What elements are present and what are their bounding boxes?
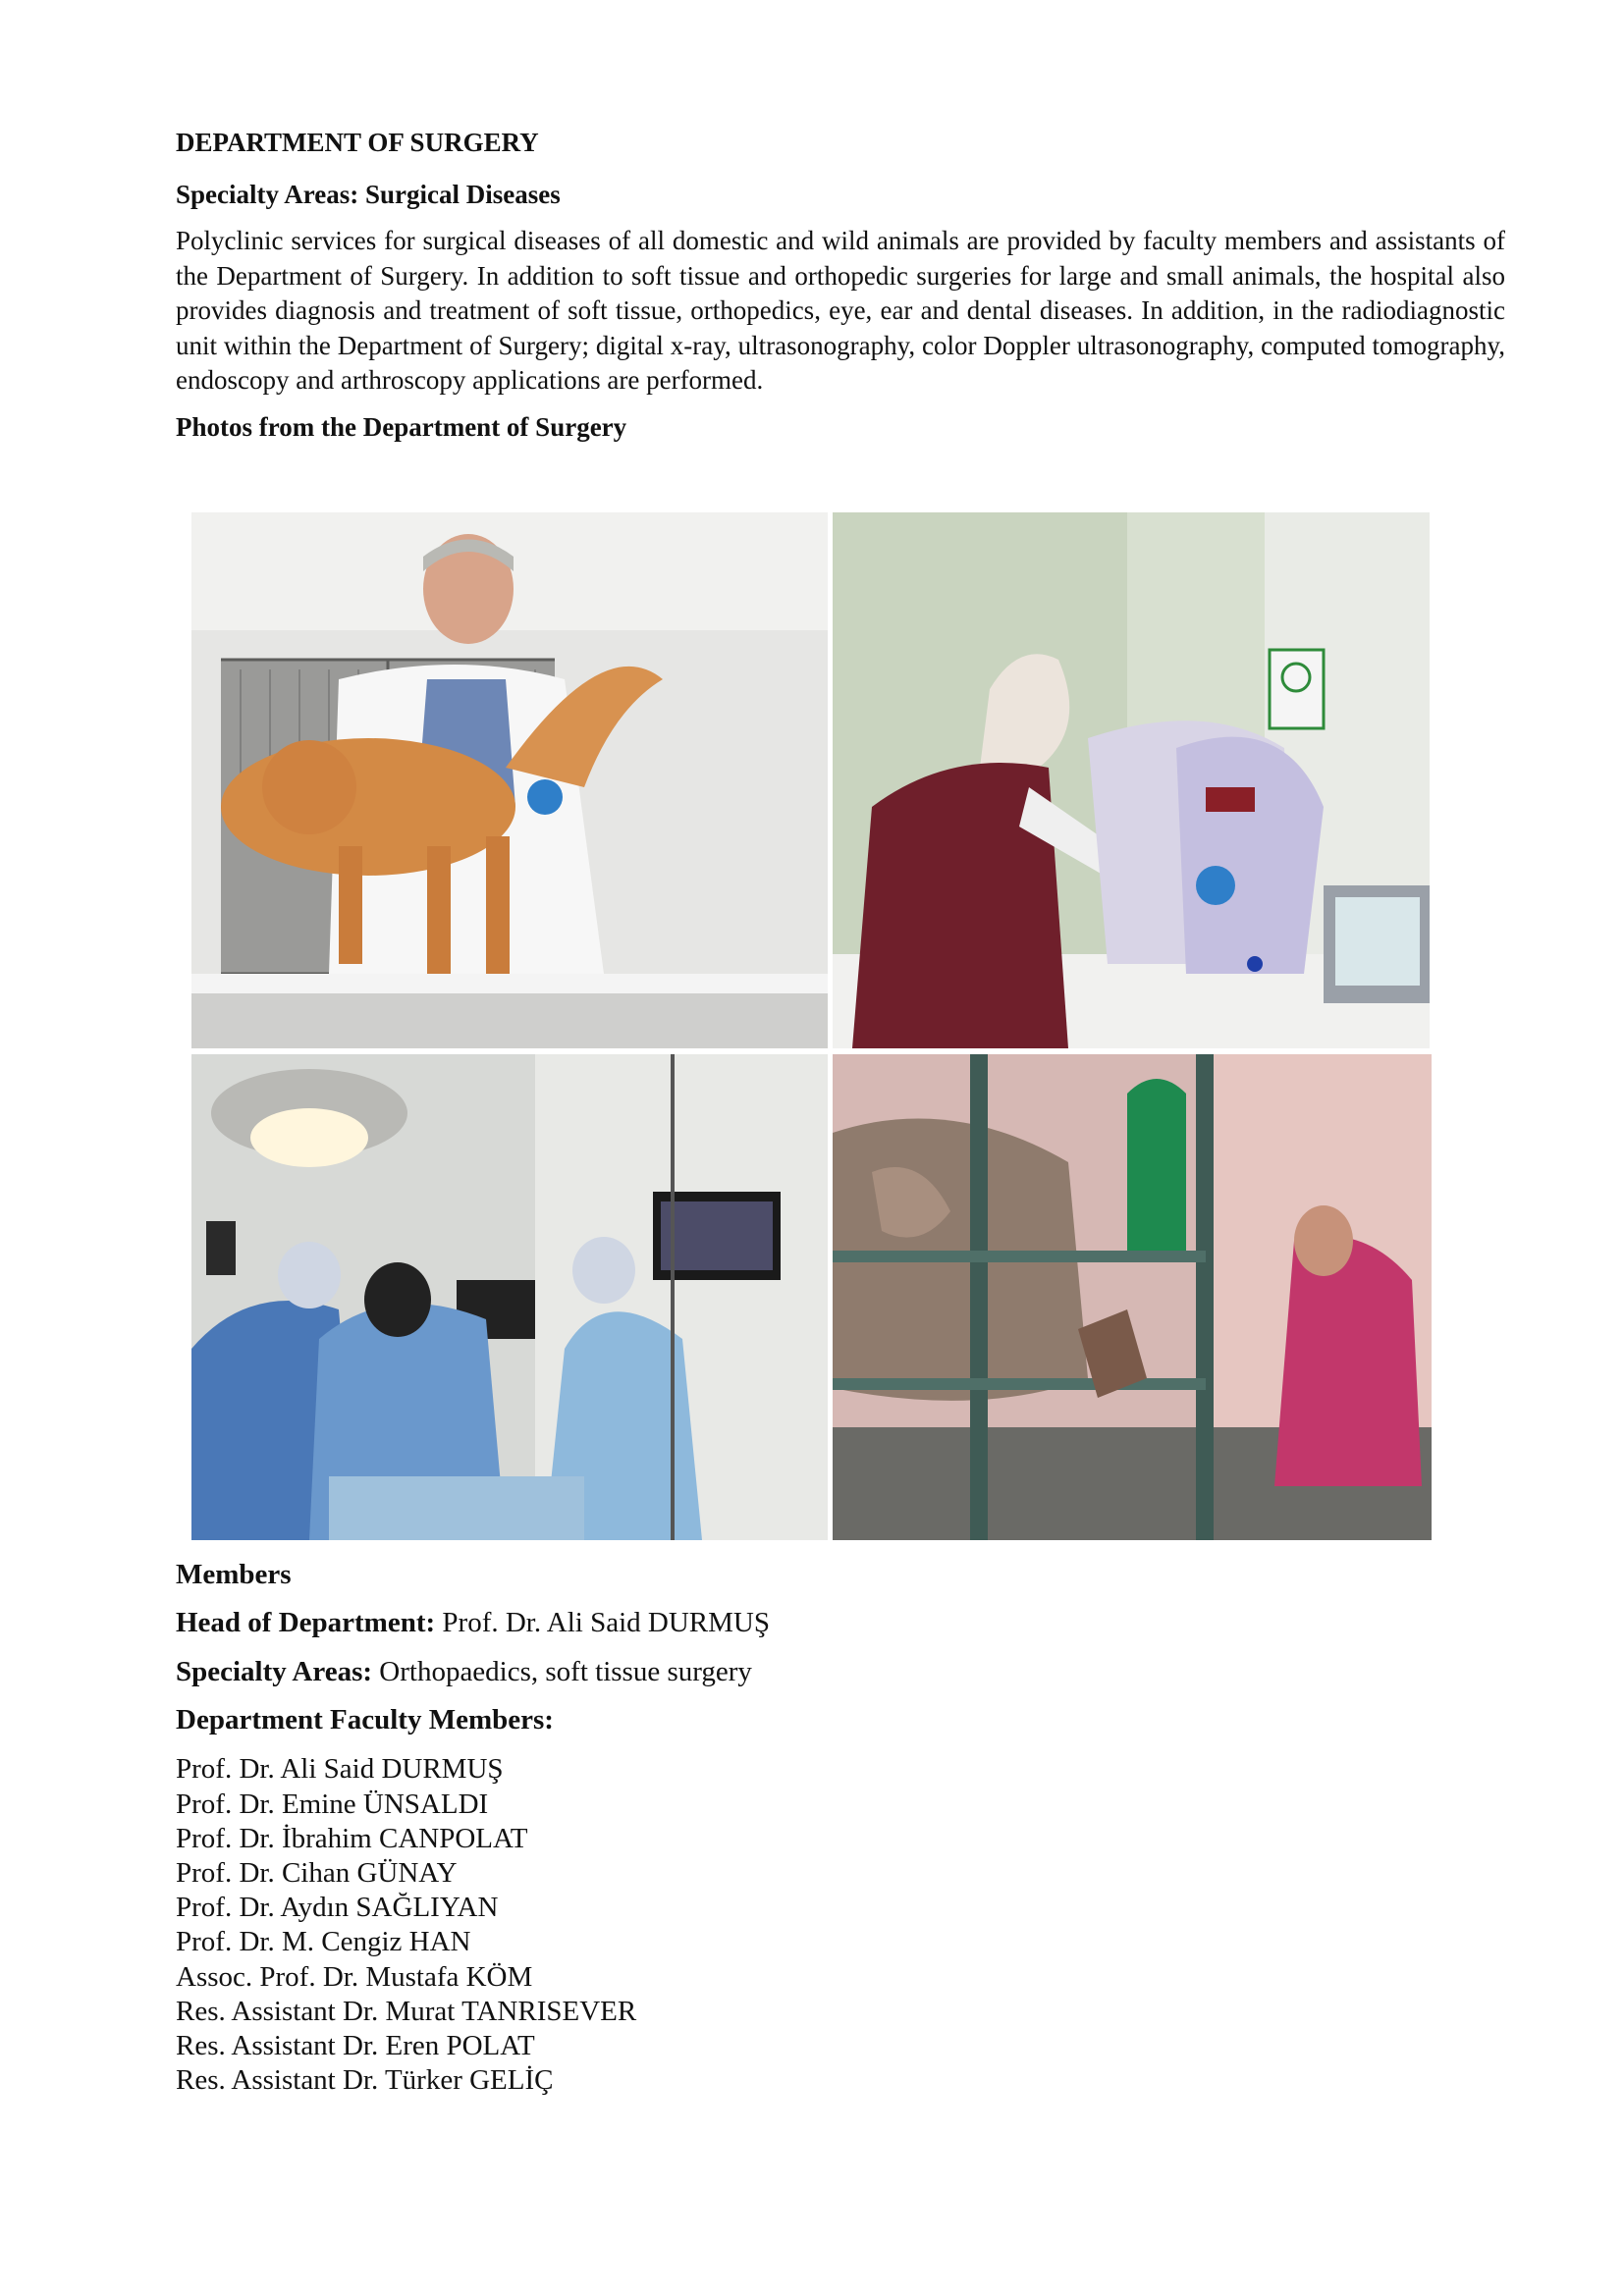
specialty-value: Orthopaedics, soft tissue surgery: [372, 1655, 752, 1687]
document-page: [176, 128, 1505, 443]
faculty-member: Prof. Dr. İbrahim CANPOLAT: [176, 1822, 528, 1854]
head-label: Head of Department:: [176, 1607, 436, 1639]
faculty-list: [176, 1752, 1505, 2098]
members-title: Members: [176, 1559, 292, 1590]
faculty-member: Prof. Dr. Aydın SAĞLIYAN: [176, 1892, 499, 1924]
faculty-member: Prof. Dr. Cihan GÜNAY: [176, 1856, 458, 1889]
faculty-member: Res. Assistant Dr. Murat TANRISEVER: [176, 1995, 637, 2027]
head-specialty: [176, 1656, 1505, 1688]
photo-operating-room: [191, 1054, 828, 1540]
specialty-label: Specialty Areas:: [176, 1655, 373, 1687]
specialty-areas-title: Specialty Areas: Surgical Diseases: [176, 180, 561, 210]
faculty-member: Prof. Dr. Emine ÜNSALDI: [176, 1788, 489, 1820]
faculty-member: Assoc. Prof. Dr. Mustafa KÖM: [176, 1960, 533, 1993]
department-heading: DEPARTMENT OF SURGERY: [176, 128, 539, 157]
faculty-member: Res. Assistant Dr. Eren POLAT: [176, 2030, 535, 2061]
photos-title: Photos from the Department of Surgery: [176, 411, 627, 442]
photo-large-animal-treatment: [833, 1054, 1432, 1540]
faculty-member: Prof. Dr. Ali Said DURMUŞ: [176, 1753, 504, 1786]
photo-ultrasound-device: [833, 512, 1430, 1048]
photo-grid: [191, 512, 1435, 1540]
head-of-department: [176, 1607, 1505, 1639]
members-section: [176, 1559, 1505, 2098]
faculty-title: Department Faculty Members:: [176, 1704, 554, 1736]
photo-vet-with-cat: [191, 512, 828, 1048]
faculty-member: Prof. Dr. M. Cengiz HAN: [176, 1926, 471, 1958]
faculty-member: Res. Assistant Dr. Türker GELİÇ: [176, 2064, 554, 2097]
department-description: Polyclinic services for surgical diseases of all domestic and wild animals are provided by faculty members and assistants of the Department of Surgery. In addition to soft tissue and orthopedic surgeries for large and small animals, the hospital also provides diagnosis and treatment of soft tissue, orthopedics, eye, ear and dental diseases. In addition, in the radiodiagnostic unit within the Department of Surgery; digital x-ray, ultrasonography, color Doppler ultrasonography, computed tomography, endoscopy and arthroscopy applications are performed.: [176, 226, 1505, 396]
head-value: Prof. Dr. Ali Said DURMUŞ: [435, 1607, 770, 1639]
